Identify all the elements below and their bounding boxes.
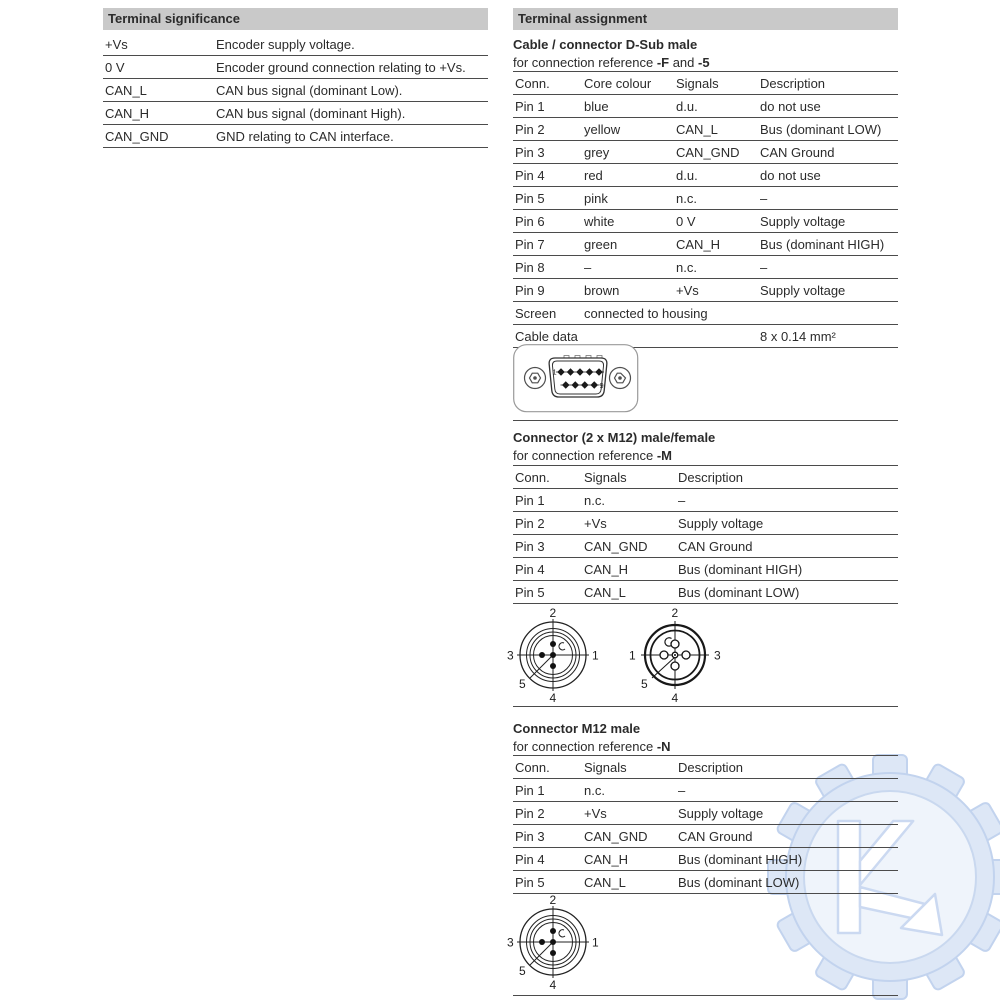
table-cell: do not use [758, 164, 898, 187]
pin-label-center: 5 [519, 964, 526, 978]
table-row [513, 302, 898, 325]
dsub-connector-diagram [513, 344, 643, 416]
table-row [513, 558, 898, 581]
table-row [103, 125, 488, 148]
table-cell: Cable data [513, 325, 758, 348]
table-row [513, 279, 898, 302]
table-cell: +Vs [582, 512, 676, 535]
table-cell: Bus (dominant LOW) [676, 871, 898, 894]
column-header: Conn. [513, 466, 582, 489]
table-cell: Pin 2 [513, 802, 582, 825]
table-row [513, 210, 898, 233]
table-cell: n.c. [674, 187, 758, 210]
column-header: Conn. [513, 72, 582, 95]
table-cell: green [582, 233, 674, 256]
column-header: Signals [674, 72, 758, 95]
table-cell: CAN_H [674, 233, 758, 256]
table-row [513, 871, 898, 894]
table-cell: yellow [582, 118, 674, 141]
pin-label-center: 5 [519, 677, 526, 691]
table-cell: – [582, 256, 674, 279]
table-row [513, 118, 898, 141]
table-cell: Pin 7 [513, 233, 582, 256]
m12-mf-pin-table [513, 465, 898, 604]
table-cell: Pin 3 [513, 535, 582, 558]
column-header: Description [758, 72, 898, 95]
table-cell: 0 V [674, 210, 758, 233]
section-divider [513, 995, 898, 996]
table-cell: d.u. [674, 95, 758, 118]
pin-label-left: 3 [507, 648, 514, 663]
connection-ref: -N [656, 739, 671, 754]
table-cell: CAN_GND [582, 535, 676, 558]
table-cell: Encoder ground connection relating to +Vs. [214, 56, 488, 79]
table-row [513, 164, 898, 187]
table-row [513, 848, 898, 871]
column-header: Signals [582, 466, 676, 489]
table-row [513, 489, 898, 512]
pin-label-right: 1 [592, 648, 599, 663]
table-row [103, 79, 488, 102]
table-cell: CAN_L [582, 871, 676, 894]
table-cell: n.c. [582, 779, 676, 802]
table-cell: CAN_GND [674, 141, 758, 164]
table-row [513, 825, 898, 848]
connection-ref: -M [656, 448, 672, 463]
table-cell: Pin 5 [513, 581, 582, 604]
table-cell: do not use [758, 95, 898, 118]
subtitle-text: for connection reference [513, 448, 657, 463]
table-cell: Pin 5 [513, 871, 582, 894]
table-cell: Supply voltage [758, 279, 898, 302]
table-cell: Pin 8 [513, 256, 582, 279]
table-cell: n.c. [582, 489, 676, 512]
table-cell: CAN_L [674, 118, 758, 141]
table-cell: Pin 5 [513, 187, 582, 210]
table-cell: Pin 9 [513, 279, 582, 302]
terminal-assignment-panel [507, 8, 898, 1000]
table-cell: n.c. [674, 256, 758, 279]
section-subtitle-dsub [513, 55, 710, 70]
table-row [513, 256, 898, 279]
table-row [513, 535, 898, 558]
table-row [513, 187, 898, 210]
table-cell: brown [582, 279, 674, 302]
table-cell: GND relating to CAN interface. [214, 125, 488, 148]
section-title-m12: Connector M12 male [513, 721, 641, 736]
table-cell: Supply voltage [676, 802, 898, 825]
pin-label-right: 3 [714, 648, 721, 663]
m12-male-connector-diagram-bottom [505, 894, 601, 990]
table-row [103, 33, 488, 56]
table-cell: grey [582, 141, 674, 164]
section-divider [513, 706, 898, 707]
table-cell: +Vs [582, 802, 676, 825]
table-cell: – [676, 489, 898, 512]
table-cell: CAN Ground [676, 825, 898, 848]
column-header: Signals [582, 756, 676, 779]
table-cell: +Vs [103, 33, 214, 56]
pin-label-top: 2 [671, 607, 679, 620]
connection-ref: -5 [698, 55, 710, 70]
table-row [513, 95, 898, 118]
table-cell: d.u. [674, 164, 758, 187]
table-row [513, 141, 898, 164]
pin-label-left: 1 [629, 648, 636, 663]
table-cell: CAN_L [582, 581, 676, 604]
pin-label-bottom: 4 [549, 691, 557, 703]
table-cell: CAN Ground [758, 141, 898, 164]
table-row [513, 756, 898, 779]
section-divider [513, 420, 898, 421]
m12-female-pins [660, 640, 690, 670]
table-cell: connected to housing [582, 302, 898, 325]
m12-female-connector-diagram [627, 607, 723, 703]
pin-label-bottom: 4 [671, 691, 679, 703]
table-cell: blue [582, 95, 674, 118]
m12-male-connector-diagram [505, 607, 601, 703]
section-subtitle-2xm12 [513, 448, 672, 463]
table-cell: Pin 1 [513, 489, 582, 512]
dsub-shell [549, 356, 607, 398]
subtitle-text: for connection reference [513, 739, 657, 754]
dsub-pin1-label: 1 [552, 367, 557, 377]
table-cell: white [582, 210, 674, 233]
table-cell: Bus (dominant HIGH) [758, 233, 898, 256]
table-cell: Pin 4 [513, 558, 582, 581]
terminal-significance-header: Terminal significance [103, 8, 488, 30]
table-cell: Bus (dominant LOW) [676, 581, 898, 604]
section-title-dsub: Cable / connector D-Sub male [513, 37, 698, 52]
subtitle-text: and [669, 55, 699, 70]
table-cell: CAN_GND [103, 125, 214, 148]
pin-label-top: 2 [549, 894, 557, 907]
table-row [103, 102, 488, 125]
table-cell: CAN_H [582, 558, 676, 581]
pin-label-right: 1 [592, 935, 599, 950]
table-cell: Pin 1 [513, 779, 582, 802]
table-cell: – [676, 779, 898, 802]
table-cell: CAN_L [103, 79, 214, 102]
connection-ref: -F [656, 55, 670, 70]
column-header: Description [676, 756, 898, 779]
table-cell: CAN Ground [676, 535, 898, 558]
table-cell: Pin 2 [513, 512, 582, 535]
table-cell: Pin 3 [513, 141, 582, 164]
table-row [513, 466, 898, 489]
dsub-pin-table [513, 71, 898, 348]
table-row [513, 779, 898, 802]
table-cell: Pin 4 [513, 848, 582, 871]
pin-label-bottom: 4 [549, 978, 557, 990]
table-cell: CAN_GND [582, 825, 676, 848]
terminal-assignment-header: Terminal assignment [513, 8, 898, 30]
column-header: Core colour [582, 72, 674, 95]
table-row [513, 72, 898, 95]
table-cell: Supply voltage [676, 512, 898, 535]
table-cell: Pin 4 [513, 164, 582, 187]
table-row [103, 56, 488, 79]
terminal-significance-table [103, 33, 488, 148]
pin-label-center: 5 [641, 677, 648, 691]
table-cell: CAN bus signal (dominant High). [214, 102, 488, 125]
column-header: Conn. [513, 756, 582, 779]
table-row [513, 512, 898, 535]
table-cell: Bus (dominant HIGH) [676, 848, 898, 871]
table-cell: red [582, 164, 674, 187]
table-row [513, 802, 898, 825]
column-header: Description [676, 466, 898, 489]
table-cell: Screen [513, 302, 582, 325]
table-row [513, 233, 898, 256]
table-cell: – [758, 256, 898, 279]
table-cell: 8 x 0.14 mm² [758, 325, 898, 348]
section-title-2xm12: Connector (2 x M12) male/female [513, 430, 716, 445]
table-cell: CAN_H [582, 848, 676, 871]
table-cell: Pin 6 [513, 210, 582, 233]
table-cell: Pin 3 [513, 825, 582, 848]
table-cell: Bus (dominant LOW) [758, 118, 898, 141]
table-cell: Supply voltage [758, 210, 898, 233]
table-cell: CAN_H [103, 102, 214, 125]
table-cell: Pin 1 [513, 95, 582, 118]
dsub-pin9-label: 9 [599, 381, 604, 390]
table-cell: Pin 2 [513, 118, 582, 141]
table-cell: – [758, 187, 898, 210]
pin-label-left: 3 [507, 935, 514, 950]
table-cell: 0 V [103, 56, 214, 79]
table-cell: pink [582, 187, 674, 210]
table-cell: +Vs [674, 279, 758, 302]
table-cell: Bus (dominant HIGH) [676, 558, 898, 581]
pin-label-top: 2 [549, 607, 557, 620]
m12-pin-table [513, 755, 898, 894]
table-cell: Encoder supply voltage. [214, 33, 488, 56]
section-subtitle-m12 [513, 739, 671, 754]
table-cell: CAN bus signal (dominant Low). [214, 79, 488, 102]
table-row [513, 581, 898, 604]
subtitle-text: for connection reference [513, 55, 657, 70]
